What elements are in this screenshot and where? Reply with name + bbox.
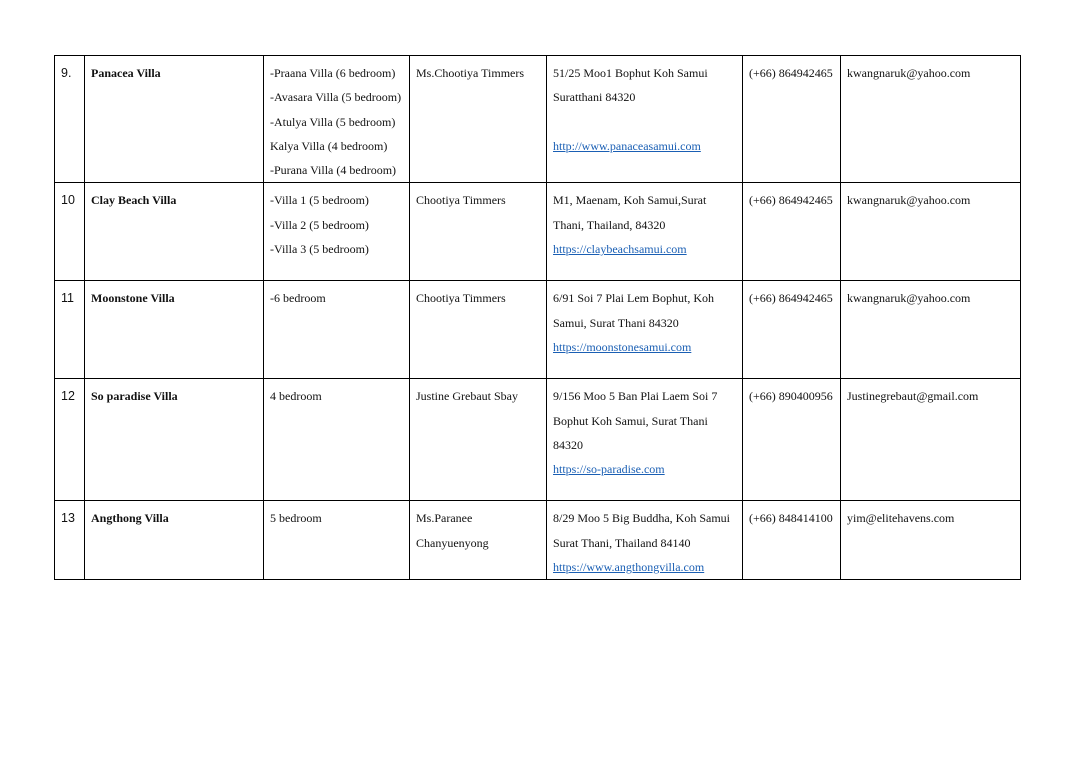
phone-number: (+66) 890400956	[743, 379, 841, 501]
table-row	[55, 379, 1021, 501]
table-row	[55, 56, 1021, 183]
address-line: Samui, Surat Thani 84320	[553, 315, 679, 330]
villa-directory-table	[54, 55, 1021, 580]
address-line: 51/25 Moo1 Bophut Koh Samui	[553, 66, 708, 80]
room-list	[264, 56, 410, 183]
table-row	[55, 281, 1021, 379]
contact-person	[410, 183, 547, 281]
room-item: -Avasara Villa (5 bedroom)	[270, 90, 402, 105]
address-cell	[547, 56, 743, 183]
room-item: 4 bedroom	[270, 389, 322, 404]
address-line: Suratthani 84320	[553, 90, 636, 105]
website-link[interactable]: https://so-paradise.com	[553, 462, 665, 477]
contact-line: Chootiya Timmers	[416, 193, 506, 208]
room-item: 5 bedroom	[270, 511, 322, 526]
room-list	[264, 183, 410, 281]
villa-name: So paradise Villa	[85, 379, 264, 501]
phone-number: (+66) 864942465	[743, 183, 841, 281]
phone-number: (+66) 864942465	[743, 56, 841, 183]
room-item: -Villa 2 (5 bedroom)	[270, 217, 369, 232]
contact-person	[410, 281, 547, 379]
website-link[interactable]: https://www.angthongvilla.com	[553, 560, 705, 575]
room-item: -Purana Villa (4 bedroom)	[270, 163, 397, 178]
email-address: Justinegrebaut@gmail.com	[841, 379, 1021, 501]
villa-name: Angthong Villa	[85, 501, 264, 580]
table-row	[55, 183, 1021, 281]
email-address: yim@elitehavens.com	[841, 501, 1021, 580]
address-line: 9/156 Moo 5 Ban Plai Laem Soi 7	[553, 389, 718, 404]
room-item: -Villa 3 (5 bedroom)	[270, 242, 369, 257]
villa-name: Clay Beach Villa	[85, 183, 264, 281]
contact-line: Chootiya Timmers	[416, 291, 506, 306]
address-cell	[547, 501, 743, 580]
contact-person	[410, 501, 547, 580]
villa-name: Panacea Villa	[85, 56, 264, 183]
email-address: kwangnaruk@yahoo.com	[841, 183, 1021, 281]
address-line: Thani, Thailand, 84320	[553, 217, 666, 232]
row-number: 13	[55, 501, 85, 580]
contact-line: Justine Grebaut Sbay	[416, 389, 518, 404]
room-list	[264, 281, 410, 379]
address-cell	[547, 379, 743, 501]
address-cell	[547, 281, 743, 379]
email-address: kwangnaruk@yahoo.com	[841, 56, 1021, 183]
address-line: Bophut Koh Samui, Surat Thani	[553, 413, 708, 428]
villa-name: Moonstone Villa	[85, 281, 264, 379]
address-line: Surat Thani, Thailand 84140	[553, 535, 691, 550]
room-item: -Praana Villa (6 bedroom)	[270, 66, 396, 80]
address-line: M1, Maenam, Koh Samui,Surat	[553, 193, 707, 208]
phone-number: (+66) 848414100	[743, 501, 841, 580]
address-line: 6/91 Soi 7 Plai Lem Bophut, Koh	[553, 291, 715, 306]
row-number: 10	[55, 183, 85, 281]
room-item: Kalya Villa (4 bedroom)	[270, 138, 388, 153]
website-link[interactable]: http://www.panaceasamui.com	[553, 138, 701, 153]
phone-number: (+66) 864942465	[743, 281, 841, 379]
row-number: 9.	[55, 56, 85, 183]
contact-line: Ms.Paranee	[416, 511, 473, 526]
room-item: -6 bedroom	[270, 291, 326, 306]
row-number: 12	[55, 379, 85, 501]
table-row	[55, 501, 1021, 580]
address-cell	[547, 183, 743, 281]
email-address: kwangnaruk@yahoo.com	[841, 281, 1021, 379]
room-list	[264, 379, 410, 501]
spacer	[553, 110, 736, 134]
address-line: 8/29 Moo 5 Big Buddha, Koh Samui	[553, 511, 731, 526]
address-line: 84320	[553, 438, 583, 453]
website-link[interactable]: https://claybeachsamui.com	[553, 242, 687, 257]
room-item: -Villa 1 (5 bedroom)	[270, 193, 369, 208]
contact-line: Chanyuenyong	[416, 535, 489, 550]
contact-line: Ms.Chootiya Timmers	[416, 66, 525, 80]
row-number: 11	[55, 281, 85, 379]
room-list	[264, 501, 410, 580]
contact-person	[410, 56, 547, 183]
website-link[interactable]: https://moonstonesamui.com	[553, 340, 692, 355]
room-item: -Atulya Villa (5 bedroom)	[270, 114, 396, 129]
contact-person	[410, 379, 547, 501]
